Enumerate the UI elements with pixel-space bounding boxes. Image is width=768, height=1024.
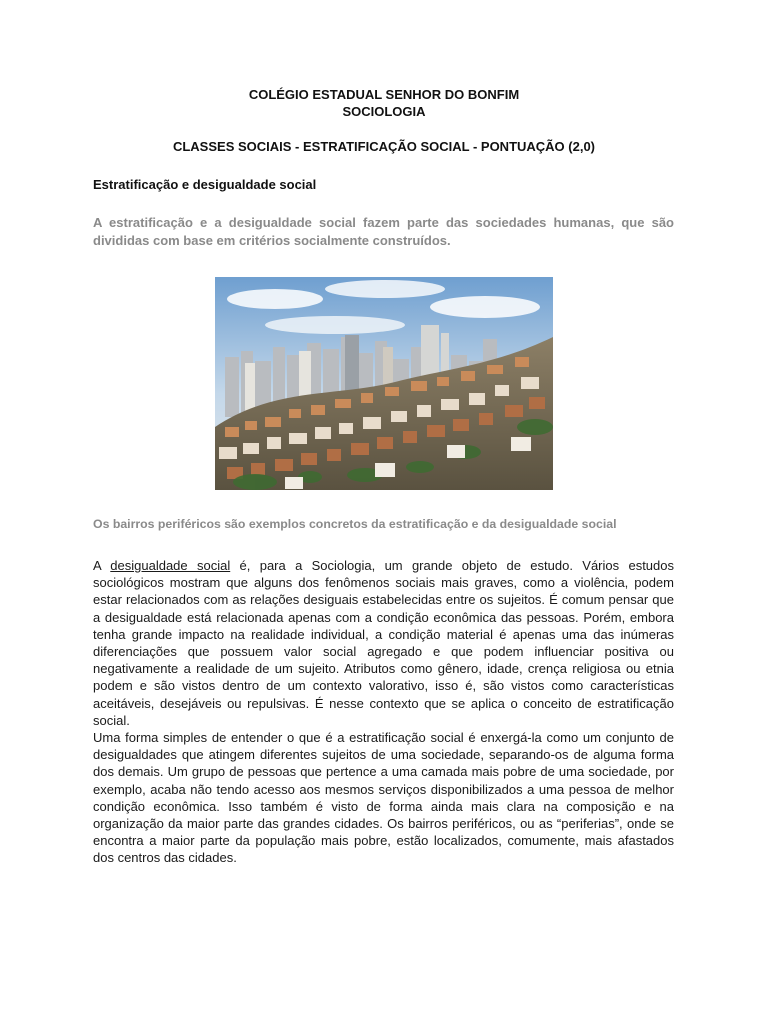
section-heading: Estratificação e desigualdade social	[93, 177, 317, 192]
intro-paragraph: A estratificação e a desigualdade social fazem parte das sociedades humanas, que são divididas com base em critérios socialmente construídos.	[93, 215, 674, 248]
paragraph-1-text: é, para a Sociologia, um grande objeto de estudo. Vários estudos sociológicos mostram que alguns dos fenômenos sociais mais graves, como a violência, podem estar relacionados com as relações desiguais estabelecidas entre os sujeitos. É comum pensar que a desigualdade está relacionada apenas com a condição econômica das pessoas. Porém, embora tenha grande impacto na realidade individual, a condição material é apenas uma das inúmeras diferenciações que possuem valor social agregado e que podem influenciar positiva ou negativamente a realidade de um sujeito. Atributos como gênero, idade, crença religiosa ou etnia podem e são vistos dentro de um contexto valorativo, isso é, são vistos como características aceitáveis, desejáveis ou repulsivas. É nesse contexto que se aplica o conceito de estratificação social.	[93, 558, 674, 728]
desigualdade-social-link[interactable]: desigualdade social	[110, 558, 231, 573]
image-caption: Os bairros periféricos são exemplos concretos da estratificação e da desigualdade social	[93, 517, 617, 531]
school-name: COLÉGIO ESTADUAL SENHOR DO BONFIM	[248, 87, 520, 102]
body-paragraph-1	[93, 557, 674, 729]
document-title: CLASSES SOCIAIS - ESTRATIFICAÇÃO SOCIAL - PONTUAÇÃO (2,0)	[172, 139, 596, 154]
body-paragraph-2: Uma forma simples de entender o que é a estratificação social é enxergá-la como um conjunto de desigualdades que atingem diferentes sujeitos de uma sociedade, separando-os de alguma forma dos demais. Um grupo de pessoas que pertence a uma camada mais pobre de uma sociedade, por exemplo, acaba não tendo acesso aos mesmos serviços disponibilizados a uma pessoa de melhor condição econômica. Isso também é visto de forma ainda mais clara na composição e na organização da maior parte das grandes cidades. Os bairros periféricos, ou as “periferias”, onde se encontra a maior parte da população mais pobre, estão localizados, comumente, mais afastados dos centros das cidades.	[93, 730, 674, 866]
city-photo	[215, 277, 553, 490]
paragraph-prefix: A	[93, 558, 111, 573]
city-photo-illustration	[215, 277, 553, 490]
subject-name: SOCIOLOGIA	[342, 104, 426, 119]
body-text	[93, 557, 674, 867]
